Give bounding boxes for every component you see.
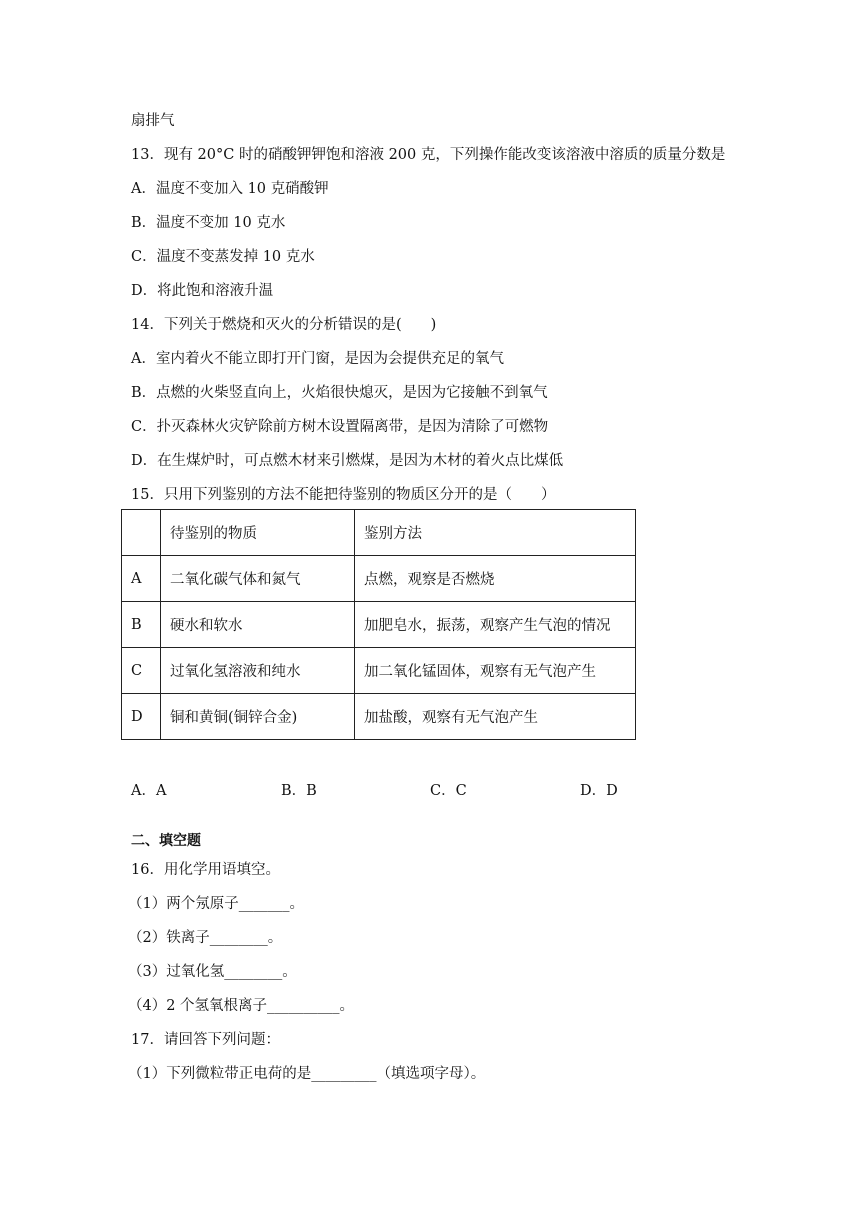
fill-blank-item: （1）两个氖原子_______。 [128, 896, 304, 912]
table-row [122, 648, 636, 694]
table-cell: 二氧化碳气体和氮气 [161, 556, 355, 602]
table-cell: A [122, 556, 161, 602]
table-cell: 铜和黄铜(铜锌合金) [161, 694, 355, 740]
question-stem: 16．用化学用语填空。 [131, 862, 280, 878]
option-b: B．温度不变加 10 克水 [131, 215, 286, 231]
question-stem: 15．只用下列鉴别的方法不能把待鉴别的物质区分开的是（ ） [131, 487, 556, 503]
option-b: B．B [281, 783, 317, 799]
option-d: D．D [580, 783, 618, 799]
table-cell: D [122, 694, 161, 740]
table-cell: 加二氧化锰固体，观察有无气泡产生 [355, 648, 636, 694]
table-cell: B [122, 602, 161, 648]
option-b: B．点燃的火柴竖直向上，火焰很快熄灭，是因为它接触不到氧气 [131, 385, 548, 401]
fill-blank-item: （3）过氧化氢________。 [128, 964, 297, 980]
table-header-cell: 鉴别方法 [355, 510, 636, 556]
fill-blank-item: （4）2 个氢氧根离子__________。 [128, 998, 355, 1014]
option-c: C．扑灭森林火灾铲除前方树木设置隔离带，是因为清除了可燃物 [131, 419, 549, 435]
table-cell: 过氧化氢溶液和纯水 [161, 648, 355, 694]
table-cell: C [122, 648, 161, 694]
section-title: 二、填空题 [131, 833, 201, 849]
table-cell: 加肥皂水，振荡，观察产生气泡的情况 [355, 602, 636, 648]
identification-table [121, 509, 636, 740]
option-d: D．在生煤炉时，可点燃木材来引燃煤，是因为木材的着火点比煤低 [131, 453, 564, 469]
table-header-row [122, 510, 636, 556]
question-stem: 13．现有 20°C 时的硝酸钾钾饱和溶液 200 克，下列操作能改变该溶液中溶质的质量分数是 [131, 147, 726, 163]
option-a: A．室内着火不能立即打开门窗，是因为会提供充足的氧气 [131, 351, 504, 367]
table-cell: 加盐酸，观察有无气泡产生 [355, 694, 636, 740]
table-cell: 硬水和软水 [161, 602, 355, 648]
question-stem: 14．下列关于燃烧和灭火的分析错误的是( ) [131, 317, 437, 333]
option-c: C．温度不变蒸发掉 10 克水 [131, 249, 315, 265]
table-row [122, 694, 636, 740]
question-stem: 17．请回答下列问题： [131, 1032, 280, 1048]
table-header-cell [122, 510, 161, 556]
option-c: C．C [430, 783, 467, 799]
fill-blank-item: （1）下列微粒带正电荷的是_________（填选项字母）。 [128, 1066, 486, 1082]
fill-blank-item: （2）铁离子________。 [128, 930, 283, 946]
table-cell: 点燃，观察是否燃烧 [355, 556, 636, 602]
table-row [122, 602, 636, 648]
table-row [122, 556, 636, 602]
option-d: D．将此饱和溶液升温 [131, 283, 274, 299]
option-a: A．A [131, 783, 167, 799]
table-header-cell: 待鉴别的物质 [161, 510, 355, 556]
option-a: A．温度不变加入 10 克硝酸钾 [131, 181, 329, 197]
continuation-text: 扇排气 [131, 113, 175, 129]
